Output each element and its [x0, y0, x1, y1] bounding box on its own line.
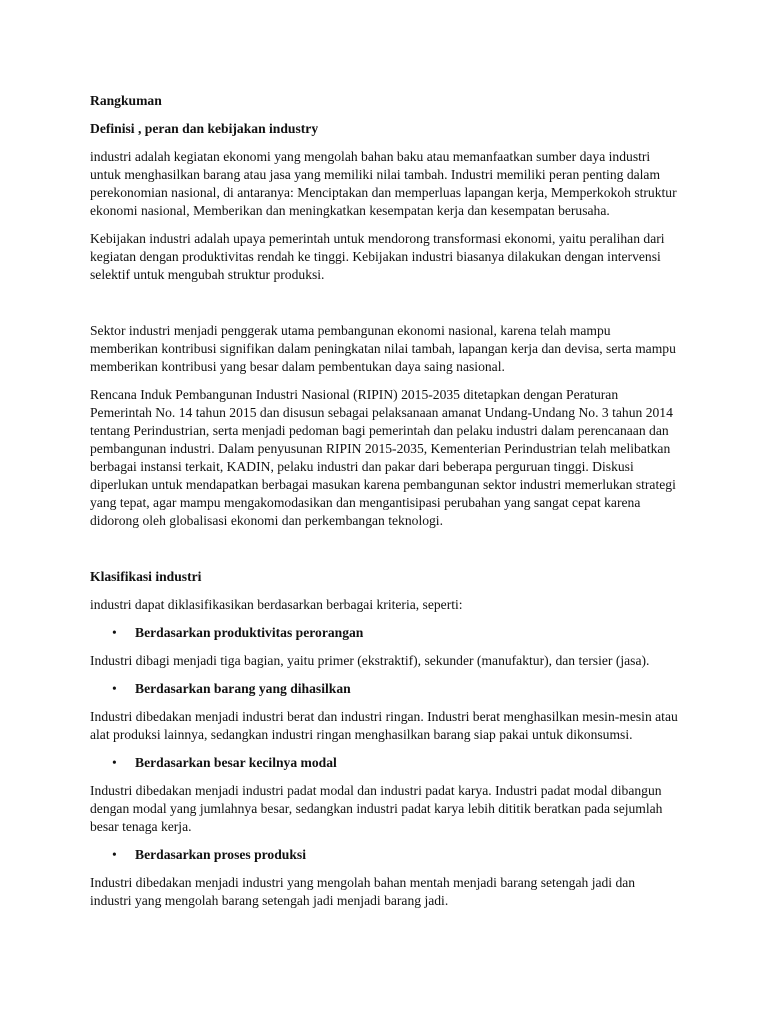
- paragraph-modal: Industri dibedakan menjadi industri padat modal dan industri padat karya. Industri padat modal dibangun dengan modal yang jumlahnya besar, sedangkan industri padat karya lebih dititik beratkan pada sejumlah besar tenaga kerja.: [90, 783, 663, 834]
- paragraph-sektor-industri: Sektor industri menjadi penggerak utama pembangunan ekonomi nasional, karena telah mampu memberikan kontribusi signifikan dalam peningkatan nilai tambah, lapangan kerja dan devisa, serta mampu memberikan kontribusi yang besar dalam pembentukan daya saing nasional.: [90, 323, 676, 374]
- paragraph-definisi-industri: industri adalah kegiatan ekonomi yang mengolah bahan baku atau memanfaatkan sumber daya industri untuk menghasilkan barang atau jasa yang memiliki nilai tambah. Industri memiliki peran penting dalam perekonomian nasional, di antaranya: Menciptakan dan memperluas lapangan kerja, Memperkokoh struktur ekonomi nasional, Memberikan dan meningkatkan kesempatan kerja dan kesempatan berusaha.: [90, 149, 677, 218]
- paragraph-proses-produksi: Industri dibedakan menjadi industri yang mengolah bahan mentah menjadi barang setengah jadi dan industri yang mengolah barang setengah jadi menjadi barang jadi.: [90, 875, 636, 908]
- paragraph-barang: Industri dibedakan menjadi industri berat dan industri ringan. Industri berat menghasilkan mesin-mesin atau alat produksi lainnya, sedangkan industri ringan menghasilkan barang siap pakai untuk dikonsumsi.: [90, 709, 678, 742]
- document-title: Rangkuman: [90, 93, 162, 108]
- bullet-modal: • Berdasarkan besar kecilnya modal: [90, 754, 680, 772]
- paragraph-ripin: Rencana Induk Pembangunan Industri Nasional (RIPIN) 2015-2035 ditetapkan dengan Peraturan Pemerintah No. 14 tahun 2015 dan disusun sebagai pelaksanaan amanat Undang-Undang No. 3 tahun 2014 tentang Perindustrian, serta menjadi pedoman bagi pemerintah dan pelaku industri dalam perencanaan dan pembangunan industri. Dalam penyusunan RIPIN 2015-2035, Kementerian Perindustrian telah melibatkan berbagai instansi terkait, KADIN, pelaku industri dan pakar dari beberapa perguruan tinggi. Diskusi diperlukan untuk mendapatkan berbagai masukan karena pembangunan sektor industri memerlukan strategi yang tepat, agar mampu mengakomodasikan dan mengantisipasi perubahan yang sangat cepat karena didorong oleh globalisasi ekonomi dan perkembangan teknologi.: [90, 387, 676, 528]
- bullet-barang: • Berdasarkan barang yang dihasilkan: [90, 680, 680, 698]
- bullet-produktivitas: • Berdasarkan produktivitas perorangan: [90, 624, 680, 642]
- document-content: [90, 92, 680, 910]
- section-heading-klasifikasi: Klasifikasi industri: [90, 569, 202, 584]
- paragraph-klasifikasi-intro: industri dapat diklasifikasikan berdasarkan berbagai kriteria, seperti:: [90, 597, 463, 612]
- paragraph-kebijakan-industri: Kebijakan industri adalah upaya pemerintah untuk mendorong transformasi ekonomi, yaitu peralihan dari kegiatan dengan produktivitas rendah ke tinggi. Kebijakan industri biasanya dilakukan dengan intervensi selektif untuk mengubah struktur produksi.: [90, 231, 665, 282]
- bullet-proses-produksi: • Berdasarkan proses produksi: [90, 846, 680, 864]
- section-heading-definisi: Definisi , peran dan kebijakan industry: [90, 121, 319, 136]
- paragraph-produktivitas: Industri dibagi menjadi tiga bagian, yaitu primer (ekstraktif), sekunder (manufaktur), dan tersier (jasa).: [90, 653, 650, 668]
